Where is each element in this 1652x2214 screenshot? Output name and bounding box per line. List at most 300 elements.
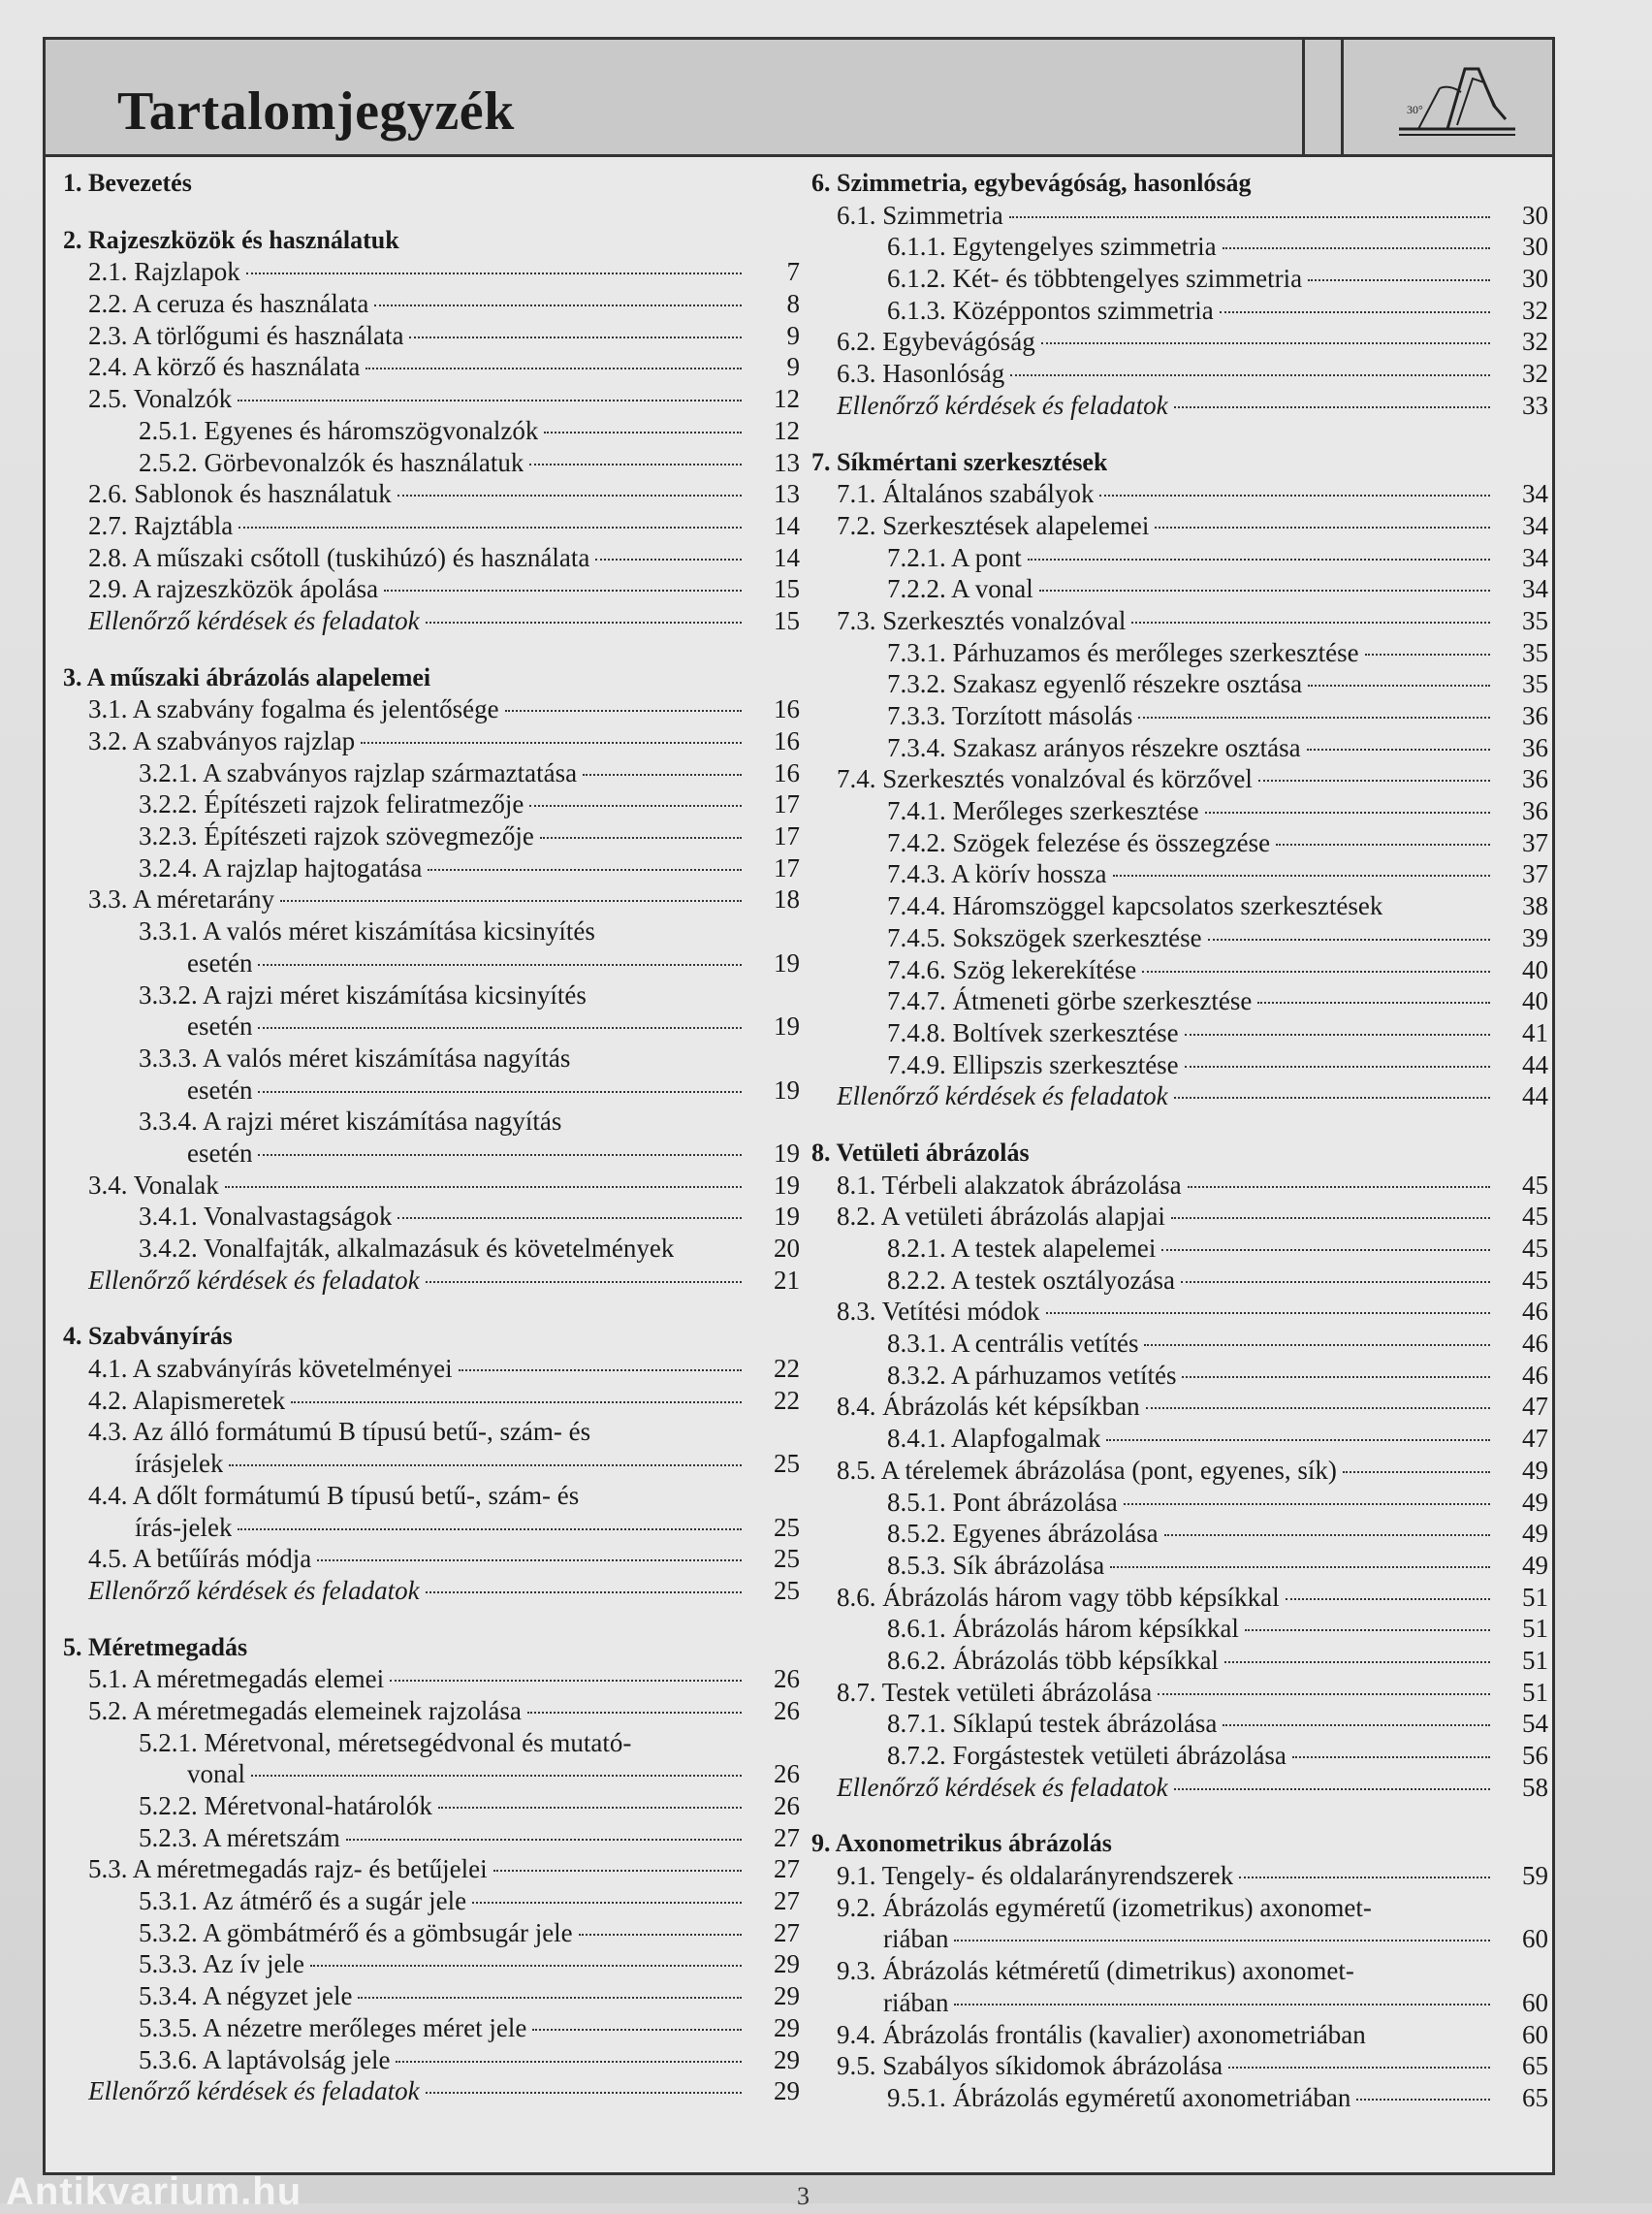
toc-page-number: 46 bbox=[1522, 1329, 1548, 1359]
leader-dots bbox=[529, 463, 742, 465]
leader-dots bbox=[1223, 1723, 1490, 1726]
toc-entry-title: 8.5.1. Pont ábrázolása bbox=[887, 1487, 1118, 1517]
toc-entry-title: 8.2.1. A testek alapelemei bbox=[887, 1234, 1157, 1263]
toc-entry bbox=[63, 788, 800, 820]
toc-entry-title: 9.4. Ábrázolás frontális (kavalier) axonometriában bbox=[837, 2019, 1366, 2049]
toc-entry bbox=[63, 852, 800, 884]
leader-dots bbox=[397, 1216, 742, 1219]
leader-dots bbox=[1307, 748, 1490, 751]
leader-dots bbox=[1106, 1438, 1490, 1441]
toc-page-number: 26 bbox=[774, 1759, 800, 1789]
toc-page-number: 29 bbox=[774, 1949, 800, 1979]
toc-entry bbox=[63, 447, 800, 479]
leader-dots bbox=[1131, 621, 1490, 624]
toc-entry bbox=[63, 320, 800, 352]
watermark: Antikvarium.hu bbox=[6, 2170, 302, 2213]
toc-page-number: 17 bbox=[774, 852, 800, 882]
toc-entry-title: 8.5.3. Sík ábrázolása bbox=[887, 1550, 1105, 1580]
leader-dots bbox=[1164, 1533, 1490, 1536]
toc-entry-title: 4.2. Alapismeretek bbox=[88, 1385, 286, 1415]
toc-entry bbox=[63, 1727, 800, 1759]
toc-entry bbox=[63, 725, 800, 757]
toc-entry bbox=[811, 295, 1548, 327]
leader-dots bbox=[426, 621, 742, 624]
toc-entry-title: 4.4. A dőlt formátumú B típusú betű-, szám- és bbox=[88, 1480, 580, 1510]
toc-entry bbox=[63, 1512, 800, 1544]
toc-entry-title: Ellenőrző kérdések és feladatok bbox=[88, 2076, 420, 2106]
toc-entry bbox=[63, 573, 800, 605]
toc-entry-title: 6. Szimmetria, egybevágóság, hasonlóság bbox=[811, 169, 1252, 197]
toc-entry-title: 7.2.2. A vonal bbox=[887, 574, 1033, 604]
toc-page-number: 35 bbox=[1522, 669, 1548, 699]
leader-dots bbox=[258, 1153, 742, 1156]
toc-entry-title: 3.3.3. A valós méret kiszámítása nagyítás bbox=[139, 1043, 571, 1073]
leader-dots bbox=[426, 1590, 742, 1593]
toc-chapter bbox=[63, 225, 800, 257]
toc-entry bbox=[811, 1740, 1548, 1772]
toc-page-number: 51 bbox=[1522, 1582, 1548, 1612]
toc-entry bbox=[811, 478, 1548, 510]
toc-entry bbox=[63, 256, 800, 288]
toc-entry bbox=[811, 827, 1548, 859]
toc-entry-title: 5.3.2. A gömbátmérő és a gömbsugár jele bbox=[139, 1917, 573, 1947]
toc-page-number: 35 bbox=[1522, 605, 1548, 635]
toc-page-number: 45 bbox=[1522, 1170, 1548, 1200]
toc-entry bbox=[811, 763, 1548, 795]
toc-entry-title: 6.1.2. Két- és többtengelyes szimmetria bbox=[887, 264, 1303, 294]
toc-page-number: 51 bbox=[1522, 1677, 1548, 1707]
toc-entry bbox=[63, 1885, 800, 1917]
toc-entry bbox=[811, 922, 1548, 954]
leader-dots bbox=[1181, 1280, 1490, 1283]
toc-entry-title: 3.2.2. Építészeti rajzok feliratmezője bbox=[139, 789, 524, 819]
toc-entry bbox=[63, 1543, 800, 1575]
toc-entry-title: 7.1. Általános szabályok bbox=[837, 479, 1095, 509]
leader-dots bbox=[1286, 1597, 1490, 1600]
toc-entry-title: 3.2.4. A rajzlap hajtogatása bbox=[139, 852, 423, 882]
toc-column-left bbox=[63, 168, 800, 2107]
toc-entry-title: 8.6. Ábrázolás három vagy több képsíkkal bbox=[837, 1582, 1280, 1612]
leader-dots bbox=[1185, 1065, 1490, 1068]
toc-page-number: 32 bbox=[1522, 359, 1548, 389]
toc-entry bbox=[63, 1695, 800, 1727]
toc-entry bbox=[811, 1923, 1548, 1955]
toc-entry-title: 5.2.3. A méretszám bbox=[139, 1822, 340, 1852]
contents-frame bbox=[43, 37, 1555, 2175]
leader-dots bbox=[397, 494, 742, 497]
toc-entry bbox=[63, 693, 800, 725]
toc-page-number: 47 bbox=[1522, 1424, 1548, 1454]
header-divider bbox=[1341, 40, 1344, 154]
toc-page-number: 51 bbox=[1522, 1645, 1548, 1675]
drawing-hand-icon bbox=[1389, 49, 1525, 146]
toc-entry-title: 7.3.4. Szakasz arányos részekre osztása bbox=[887, 732, 1301, 762]
toc-page-number: 36 bbox=[1522, 796, 1548, 826]
toc-entry-title: 2.5. Vonalzók bbox=[88, 384, 233, 414]
leader-dots bbox=[1208, 938, 1490, 941]
toc-entry bbox=[811, 1860, 1548, 1892]
toc-entry bbox=[811, 700, 1548, 732]
toc-entry bbox=[811, 1455, 1548, 1487]
toc-entry bbox=[63, 1948, 800, 1980]
toc-entry bbox=[63, 947, 800, 979]
toc-entry-title: 3.4.2. Vonalfajták, alkalmazásuk és követelmények bbox=[139, 1234, 675, 1263]
toc-page-number: 65 bbox=[1522, 2051, 1548, 2081]
leader-dots bbox=[540, 836, 742, 839]
toc-entry-title: 3.2. A szabványos rajzlap bbox=[88, 726, 356, 755]
toc-entry bbox=[811, 890, 1548, 922]
leader-dots bbox=[1174, 1096, 1490, 1099]
toc-entry bbox=[811, 637, 1548, 669]
toc-entry-title: 1. Bevezetés bbox=[63, 169, 192, 197]
leader-dots bbox=[1028, 558, 1490, 561]
toc-page-number: 19 bbox=[774, 1011, 800, 1042]
leader-dots bbox=[954, 2003, 1490, 2005]
toc-entry-title: 2.2. A ceruza és használata bbox=[88, 289, 369, 319]
toc-page-number: 34 bbox=[1522, 479, 1548, 509]
leader-dots bbox=[1009, 215, 1490, 218]
toc-entry bbox=[811, 1360, 1548, 1392]
toc-entry bbox=[63, 2012, 800, 2044]
toc-entry bbox=[811, 200, 1548, 232]
toc-entry-title: 7.4.4. Háromszöggel kapcsolatos szerkesztések bbox=[887, 891, 1383, 921]
toc-entry-title: 9.1. Tengely- és oldalarányrendszerek bbox=[837, 1861, 1234, 1891]
toc-page-number: 8 bbox=[786, 289, 800, 319]
toc-chapter bbox=[63, 168, 800, 200]
toc-entry-title: 2.4. A körző és használata bbox=[88, 352, 361, 382]
leader-dots bbox=[258, 963, 742, 966]
leader-dots bbox=[238, 399, 742, 401]
toc-entry-title: 2.7. Rajztábla bbox=[88, 510, 234, 540]
toc-page-number: 15 bbox=[774, 605, 800, 635]
toc-page-number: 58 bbox=[1522, 1772, 1548, 1802]
toc-entry-title: 7.4.3. A körív hossza bbox=[887, 859, 1107, 889]
toc-entry bbox=[811, 231, 1548, 263]
toc-entry bbox=[811, 510, 1548, 542]
toc-entry bbox=[811, 263, 1548, 295]
toc-chapter bbox=[811, 1138, 1548, 1170]
toc-entry-title: 5.3.1. Az átmérő és a sugár jele bbox=[139, 1886, 467, 1916]
toc-chapter bbox=[63, 662, 800, 694]
toc-page-number: 29 bbox=[774, 2044, 800, 2074]
toc-page-number: 19 bbox=[774, 1202, 800, 1232]
leader-dots bbox=[346, 1838, 742, 1841]
toc-entry-title: 7. Síkmértani szerkesztések bbox=[811, 447, 1108, 476]
leader-dots bbox=[251, 1774, 742, 1777]
toc-entry bbox=[63, 605, 800, 637]
toc-entry-title: 8. Vetületi ábrázolás bbox=[811, 1138, 1030, 1167]
toc-page-number: 51 bbox=[1522, 1614, 1548, 1644]
leader-dots bbox=[409, 336, 742, 338]
leader-dots bbox=[1171, 1216, 1490, 1219]
leader-dots bbox=[579, 1933, 742, 1936]
toc-entry bbox=[63, 1575, 800, 1607]
toc-entry-title: 5. Méretmegadás bbox=[63, 1632, 248, 1661]
toc-entry bbox=[811, 1391, 1548, 1423]
leader-dots bbox=[365, 367, 742, 369]
toc-page-number: 25 bbox=[774, 1449, 800, 1479]
toc-entry bbox=[63, 979, 800, 1011]
toc-page-number: 36 bbox=[1522, 732, 1548, 762]
toc-entry bbox=[63, 510, 800, 542]
toc-page-number: 30 bbox=[1522, 232, 1548, 262]
toc-entry-title: riában bbox=[883, 1924, 949, 1954]
toc-entry-title: 8.3.2. A párhuzamos vetítés bbox=[887, 1360, 1177, 1390]
toc-entry bbox=[63, 1663, 800, 1695]
toc-entry-title: esetén bbox=[187, 1138, 253, 1168]
toc-entry-title: 5.2.2. Méretvonal-határolók bbox=[139, 1791, 432, 1820]
toc-entry bbox=[63, 1353, 800, 1385]
toc-page-number: 15 bbox=[774, 574, 800, 604]
toc-entry-title: 7.3.3. Torzított másolás bbox=[887, 701, 1133, 730]
toc-entry bbox=[63, 478, 800, 510]
toc-page-number: 29 bbox=[774, 2076, 800, 2106]
toc-page-number: 25 bbox=[774, 1512, 800, 1542]
toc-page-number: 17 bbox=[774, 789, 800, 819]
toc-entry-title: 3. A műszaki ábrázolás alapelemei bbox=[63, 662, 431, 691]
leader-dots bbox=[529, 804, 742, 807]
toc-entry-title: 7.4.2. Szögek felezése és összegzése bbox=[887, 827, 1271, 857]
leader-dots bbox=[1174, 405, 1490, 408]
leader-dots bbox=[1220, 310, 1490, 313]
toc-entry-title: 2.1. Rajzlapok bbox=[88, 257, 240, 287]
toc-entry bbox=[811, 1423, 1548, 1455]
toc-entry bbox=[63, 1480, 800, 1512]
toc-page-number: 26 bbox=[774, 1664, 800, 1694]
leader-dots bbox=[374, 304, 742, 306]
toc-page-number: 56 bbox=[1522, 1741, 1548, 1770]
toc-entry bbox=[811, 1328, 1548, 1360]
toc-entry-title: 3.1. A szabvány fogalma és jelentősége bbox=[88, 694, 499, 724]
toc-entry-title: 4.5. A betűírás módja bbox=[88, 1544, 312, 1574]
toc-entry-title: 6.1.1. Egytengelyes szimmetria bbox=[887, 232, 1217, 262]
toc-column-right bbox=[811, 168, 1548, 2114]
toc-page-number: 16 bbox=[774, 757, 800, 787]
toc-page-number: 41 bbox=[1522, 1017, 1548, 1047]
toc-page-number: 21 bbox=[774, 1265, 800, 1295]
toc-page-number: 34 bbox=[1522, 510, 1548, 540]
toc-entry bbox=[63, 288, 800, 320]
toc-entry bbox=[63, 383, 800, 415]
toc-entry bbox=[811, 1017, 1548, 1049]
leader-dots bbox=[238, 1527, 742, 1530]
leader-dots bbox=[1039, 589, 1490, 592]
toc-entry-title: 7.4.6. Szög lekerekítése bbox=[887, 954, 1137, 984]
page-number: 3 bbox=[797, 2182, 810, 2210]
toc-entry-title: 8.6.2. Ábrázolás több képsíkkal bbox=[887, 1645, 1219, 1675]
toc-entry-title: Ellenőrző kérdések és feladatok bbox=[88, 1265, 420, 1295]
leader-dots bbox=[317, 1558, 742, 1561]
toc-entry-title: 8.2.2. A testek osztályozása bbox=[887, 1265, 1175, 1295]
toc-entry bbox=[811, 1582, 1548, 1614]
header-divider bbox=[1302, 40, 1305, 154]
header-bar bbox=[46, 40, 1552, 157]
leader-dots bbox=[954, 1939, 1490, 1941]
leader-dots bbox=[1046, 1311, 1490, 1314]
page-title: Tartalomjegyzék bbox=[117, 81, 515, 142]
toc-page-number: 7 bbox=[786, 257, 800, 287]
toc-entry bbox=[811, 1265, 1548, 1297]
toc-entry bbox=[811, 795, 1548, 827]
toc-page-number: 27 bbox=[774, 1822, 800, 1852]
toc-entry-title: 8.5. A térelemek ábrázolása (pont, egyenes, sík) bbox=[837, 1455, 1337, 1485]
toc-page-number: 47 bbox=[1522, 1392, 1548, 1422]
leader-dots bbox=[426, 1280, 742, 1283]
toc-entry-title: 3.4.1. Vonalvastagságok bbox=[139, 1202, 393, 1232]
toc-page-number: 12 bbox=[774, 415, 800, 445]
leader-dots bbox=[1228, 2066, 1490, 2069]
toc-page-number: 45 bbox=[1522, 1265, 1548, 1295]
leader-dots bbox=[595, 558, 742, 561]
leader-dots bbox=[472, 1901, 742, 1904]
toc-entry-title: 8.5.2. Egyenes ábrázolása bbox=[887, 1519, 1159, 1549]
toc-entry bbox=[63, 1075, 800, 1107]
leader-dots bbox=[1146, 1406, 1490, 1409]
toc-page-number: 49 bbox=[1522, 1519, 1548, 1549]
toc-entry-title: 9. Axonometrikus ábrázolás bbox=[811, 1829, 1112, 1858]
toc-entry-title: 3.3. A méretarány bbox=[88, 884, 274, 914]
toc-entry-title: 5.3.3. Az ív jele bbox=[139, 1949, 304, 1979]
leader-dots bbox=[310, 1964, 742, 1967]
toc-entry bbox=[63, 1448, 800, 1480]
toc-page-number: 25 bbox=[774, 1575, 800, 1605]
toc-entry bbox=[811, 2019, 1548, 2051]
toc-page-number: 35 bbox=[1522, 637, 1548, 667]
toc-page-number: 26 bbox=[774, 1695, 800, 1725]
leader-dots bbox=[493, 1869, 742, 1872]
toc-entry-title: 7.4.1. Merőleges szerkesztése bbox=[887, 796, 1199, 826]
toc-entry-title: 2.6. Sablonok és használatuk bbox=[88, 479, 392, 509]
toc-page-number: 18 bbox=[774, 884, 800, 914]
toc-page-number: 30 bbox=[1522, 200, 1548, 230]
leader-dots bbox=[1365, 653, 1490, 656]
toc-entry bbox=[63, 915, 800, 947]
toc-entry bbox=[811, 1170, 1548, 1202]
toc-page-number: 27 bbox=[774, 1854, 800, 1884]
leader-dots bbox=[1174, 1787, 1490, 1790]
leader-dots bbox=[1356, 2098, 1490, 2101]
toc-entry bbox=[811, 1550, 1548, 1582]
toc-entry-title: 2.5.2. Görbevonalzók és használatuk bbox=[139, 447, 524, 477]
toc-entry-title: esetén bbox=[187, 947, 253, 978]
toc-entry-title: vonal bbox=[187, 1759, 245, 1789]
toc-entry-title: 8.6.1. Ábrázolás három képsíkkal bbox=[887, 1614, 1239, 1644]
toc-entry bbox=[811, 1708, 1548, 1740]
toc-entry-title: 6.1. Szimmetria bbox=[837, 200, 1003, 230]
toc-entry bbox=[811, 1049, 1548, 1081]
leader-dots bbox=[583, 773, 742, 776]
leader-dots bbox=[358, 1996, 742, 1999]
leader-dots bbox=[1099, 494, 1490, 497]
toc-entry bbox=[811, 1677, 1548, 1709]
toc-page-number: 14 bbox=[774, 510, 800, 540]
toc-chapter bbox=[811, 1828, 1548, 1860]
toc-entry bbox=[63, 1265, 800, 1297]
toc-chapter bbox=[63, 1321, 800, 1353]
toc-entry-title: 9.5.1. Ábrázolás egyméretű axonometriában bbox=[887, 2082, 1351, 2112]
toc-entry bbox=[811, 985, 1548, 1017]
toc-entry bbox=[811, 358, 1548, 390]
toc-entry bbox=[811, 1613, 1548, 1645]
leader-dots bbox=[361, 741, 742, 744]
leader-dots bbox=[1223, 246, 1490, 249]
leader-dots bbox=[280, 899, 742, 902]
toc-page-number: 12 bbox=[774, 384, 800, 414]
toc-entry bbox=[63, 1385, 800, 1417]
toc-page-number: 14 bbox=[774, 542, 800, 572]
toc-entry bbox=[63, 415, 800, 447]
toc-page-number: 19 bbox=[774, 1170, 800, 1200]
toc-entry-title: 3.4. Vonalak bbox=[88, 1170, 219, 1200]
toc-page-number: 37 bbox=[1522, 859, 1548, 889]
toc-entry bbox=[811, 2050, 1548, 2082]
toc-entry-title: 6.1.3. Középpontos szimmetria bbox=[887, 295, 1214, 325]
toc-entry bbox=[811, 542, 1548, 574]
toc-entry-title: 8.4.1. Alapfogalmak bbox=[887, 1424, 1101, 1454]
toc-entry bbox=[63, 1233, 800, 1265]
toc-entry bbox=[811, 1772, 1548, 1804]
toc-entry bbox=[811, 1080, 1548, 1112]
toc-entry-title: 5.3.4. A négyzet jele bbox=[139, 1981, 353, 2011]
toc-entry-title: 2.8. A műszaki csőtoll (tuskihúzó) és használata bbox=[88, 542, 590, 572]
toc-entry bbox=[811, 1892, 1548, 1924]
leader-dots bbox=[390, 1679, 742, 1682]
toc-page-number: 13 bbox=[774, 447, 800, 477]
toc-entry bbox=[63, 1416, 800, 1448]
leader-dots bbox=[1343, 1470, 1490, 1473]
toc-entry-title: 8.3. Vetítési módok bbox=[837, 1297, 1040, 1327]
toc-page-number: 46 bbox=[1522, 1360, 1548, 1390]
toc-entry bbox=[811, 326, 1548, 358]
toc-page-number: 34 bbox=[1522, 542, 1548, 572]
leader-dots bbox=[291, 1400, 742, 1403]
toc-page-number: 60 bbox=[1522, 1987, 1548, 2017]
toc-page-number: 19 bbox=[774, 1075, 800, 1105]
toc-entry-title: Ellenőrző kérdések és feladatok bbox=[88, 1575, 420, 1605]
toc-entry bbox=[811, 732, 1548, 764]
leader-dots bbox=[1110, 1565, 1490, 1568]
toc-entry-title: 5.3.6. A laptávolság jele bbox=[139, 2044, 391, 2074]
toc-entry-title: 8.7.2. Forgástestek vetületi ábrázolása bbox=[887, 1741, 1287, 1770]
leader-dots bbox=[1138, 716, 1490, 719]
leader-dots bbox=[505, 709, 742, 712]
leader-dots bbox=[527, 1711, 742, 1714]
toc-page-number: 16 bbox=[774, 726, 800, 755]
leader-dots bbox=[1113, 874, 1491, 877]
leader-dots bbox=[1292, 1755, 1490, 1758]
toc-entry-title: Ellenőrző kérdések és feladatok bbox=[837, 1081, 1168, 1111]
toc-entry-title: 2.5.1. Egyenes és háromszögvonalzók bbox=[139, 415, 539, 445]
toc-entry-title: 7.3. Szerkesztés vonalzóval bbox=[837, 605, 1127, 635]
toc-page-number: 29 bbox=[774, 1981, 800, 2011]
toc-entry bbox=[63, 757, 800, 789]
toc-page-number: 19 bbox=[774, 1138, 800, 1168]
toc-page-number: 19 bbox=[774, 947, 800, 978]
toc-entry-title: esetén bbox=[187, 1075, 253, 1105]
leader-dots bbox=[1142, 970, 1490, 973]
toc-page-number: 60 bbox=[1522, 2019, 1548, 2049]
leader-dots bbox=[1188, 1185, 1490, 1188]
toc-entry bbox=[811, 573, 1548, 605]
toc-entry-title: 5.3.5. A nézetre merőleges méret jele bbox=[139, 2012, 527, 2042]
toc-entry-title: 8.1. Térbeli alakzatok ábrázolása bbox=[837, 1170, 1182, 1200]
toc-entry-title: 3.3.1. A valós méret kiszámítása kicsinyítés bbox=[139, 916, 595, 947]
toc-page-number: 22 bbox=[774, 1354, 800, 1384]
toc-entry bbox=[811, 954, 1548, 986]
toc-entry-title: 7.3.1. Párhuzamos és merőleges szerkesztése bbox=[887, 637, 1359, 667]
toc-entry-title: 5.2.1. Méretvonal, méretsegédvonal és mutató- bbox=[139, 1727, 632, 1757]
leader-dots bbox=[1124, 1502, 1490, 1505]
